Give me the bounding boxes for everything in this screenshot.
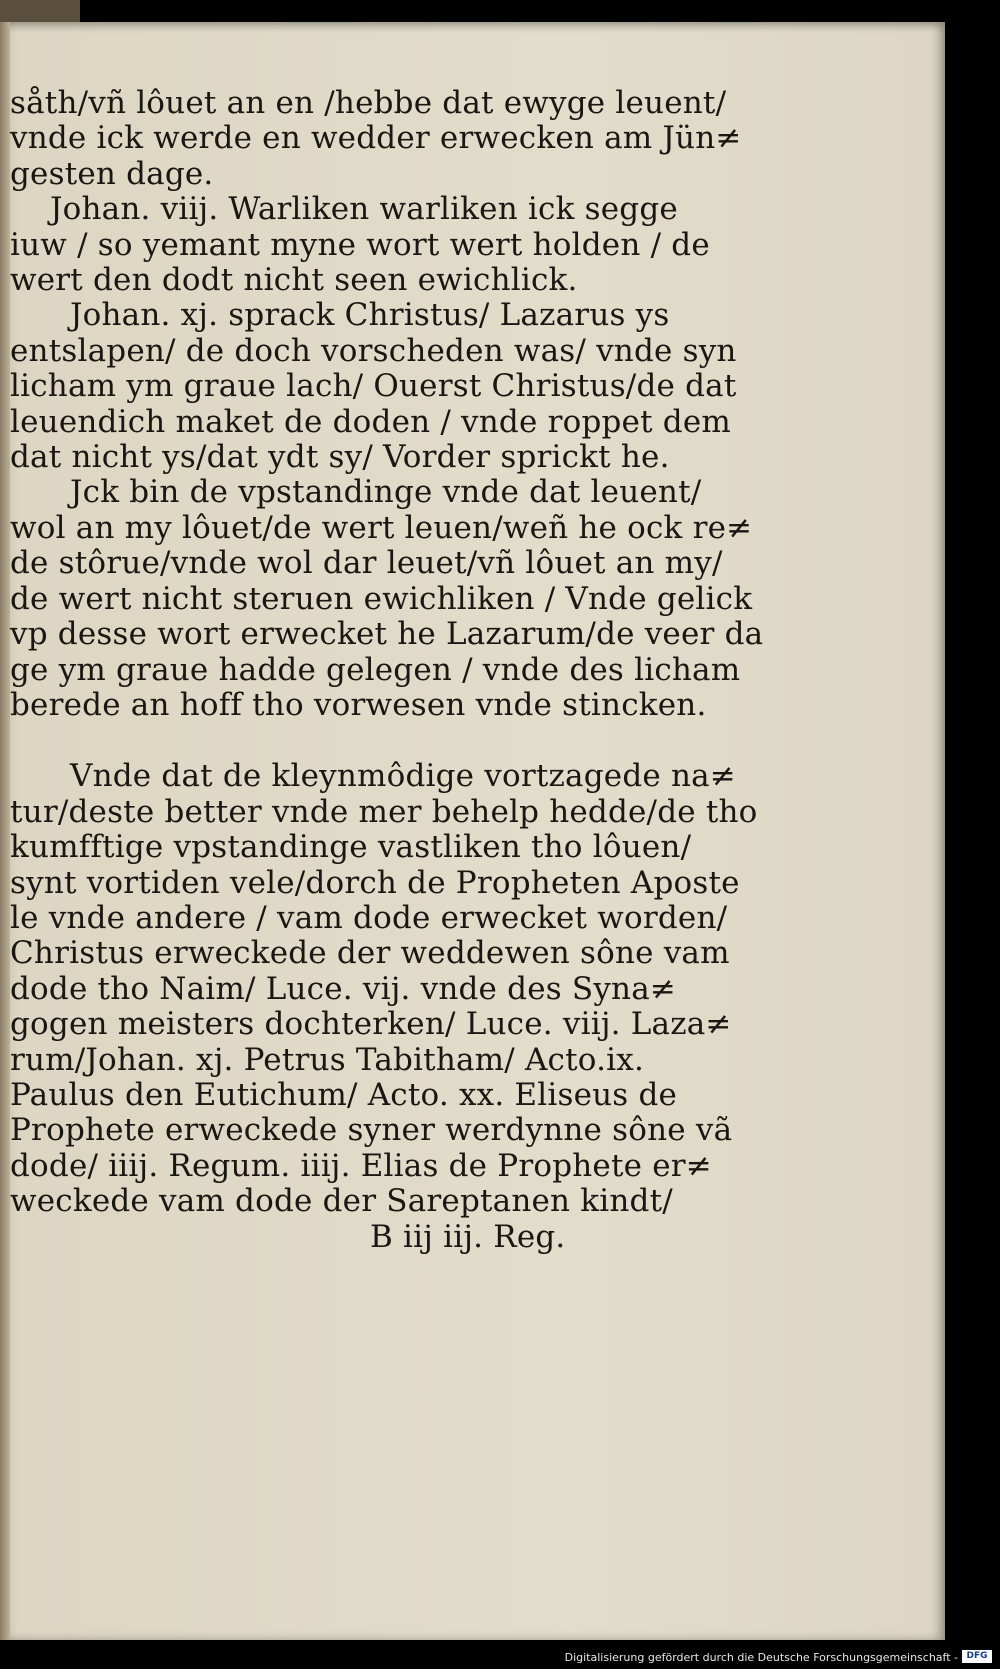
text-line: Prophete erweckede syner werdynne sône vã — [10, 1112, 733, 1149]
text-line: wol an my lôuet/de wert leuen/weñ he ock re≠ — [10, 509, 753, 546]
text-line: Johan. xj. sprack Christus/ Lazarus ys — [70, 297, 670, 334]
text-line: Vnde dat de kleynmôdige vortzagede na≠ — [70, 758, 736, 795]
text-line: gesten dage. — [10, 155, 214, 192]
page-text — [10, 85, 764, 1255]
text-line: kumfftige vpstandinge vastliken tho lôuen/ — [10, 829, 692, 866]
text-line: dode/ iiij. Regum. iiij. Elias de Prophete er≠ — [10, 1147, 712, 1184]
text-line: berede an hoff tho vorwesen vnde stincken. — [10, 686, 707, 723]
text-line: Johan. viij. Warliken warliken ick segge — [50, 191, 678, 228]
text-line: weckede vam dode der Sareptanen kindt/ — [10, 1183, 673, 1220]
text-line: rum/Johan. xj. Petrus Tabitham/ Acto.ix. — [10, 1041, 644, 1078]
text-line: ge ym graue hadde gelegen / vnde des licham — [10, 651, 741, 688]
book-corner — [0, 0, 80, 22]
text-line: Jck bin de vpstandinge vnde dat leuent/ — [70, 474, 702, 511]
page-gutter — [0, 22, 10, 1640]
text-line: de wert nicht steruen ewichliken / Vnde gelick — [10, 580, 753, 617]
text-line: leuendich maket de doden / vnde roppet dem — [10, 403, 731, 440]
text-line: le vnde andere / vam dode erwecket worden/ — [10, 899, 728, 936]
text-line: entslapen/ de doch vorscheden was/ vnde syn — [10, 332, 737, 369]
text-line: Christus erweckede der weddewen sône vam — [10, 935, 730, 972]
text-line: wert den dodt nicht seen ewichlick. — [10, 262, 578, 299]
signature-mark: B iij iij. Reg. — [370, 1218, 566, 1255]
paragraph-gap — [10, 723, 750, 759]
text-line: licham ym graue lach/ Ouerst Christus/de dat — [10, 368, 737, 405]
text-line: vnde ick werde en wedder erwecken am Jün≠ — [10, 120, 742, 157]
text-line: gogen meisters dochterken/ Luce. viij. Laza≠ — [10, 1006, 732, 1043]
text-line: dat nicht ys/dat ydt sy/ Vorder sprickt he. — [10, 439, 670, 476]
text-line: synt vortiden vele/dorch de Propheten Aposte — [10, 864, 740, 901]
text-line: såth/vñ lôuet an en /hebbe dat ewyge leuent/ — [10, 85, 727, 121]
text-line: Paulus den Eutichum/ Acto. xx. Eliseus de — [10, 1076, 678, 1113]
text-line: tur/deste better vnde mer behelp hedde/de tho — [10, 793, 758, 830]
text-line: vp desse wort erwecket he Lazarum/de veer da — [10, 616, 764, 653]
funding-credit: Digitalisierung gefördert durch die Deutsche Forschungsgemeinschaft - — [564, 1651, 958, 1664]
text-line: iuw / so yemant myne wort wert holden / de — [10, 226, 710, 263]
text-line: de stôrue/vnde wol dar leuet/vñ lôuet an my/ — [10, 545, 723, 582]
text-line: dode tho Naim/ Luce. vij. vnde des Syna≠ — [10, 970, 677, 1007]
dfg-logo: DFG — [962, 1650, 992, 1663]
